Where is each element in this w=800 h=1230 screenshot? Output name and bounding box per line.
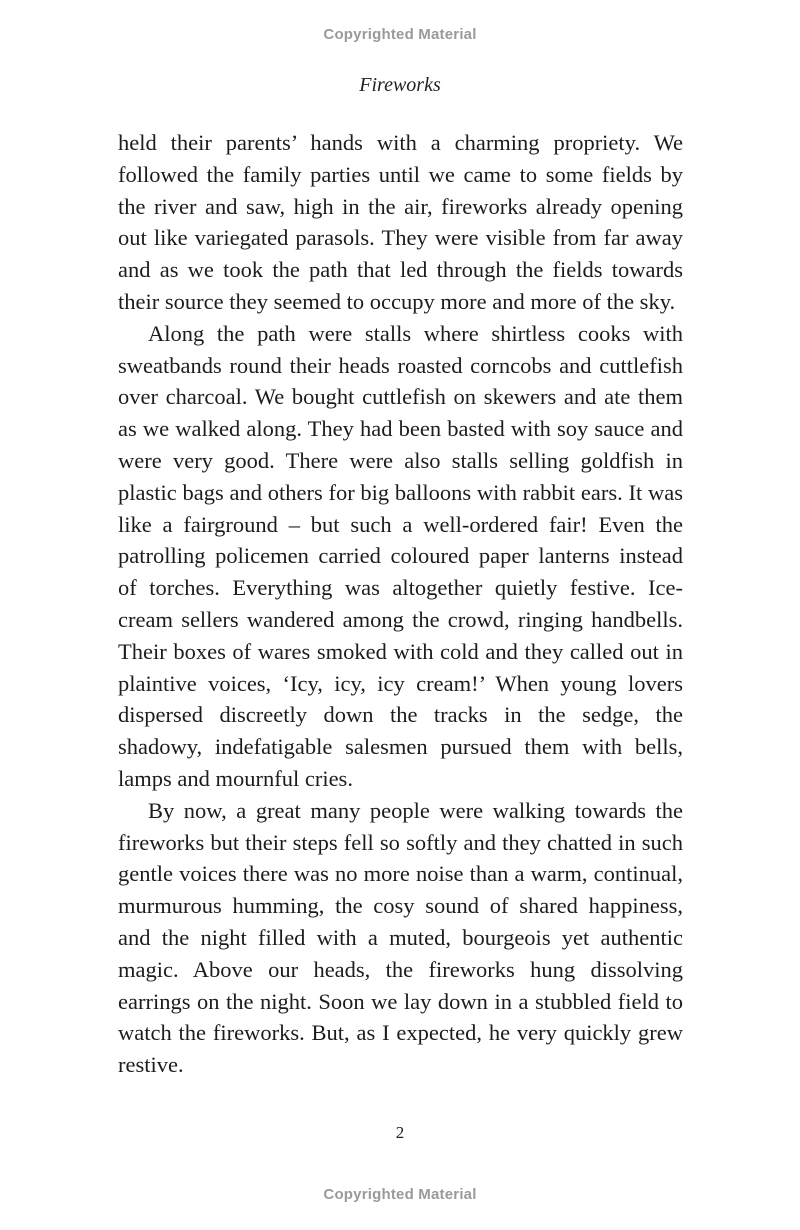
paragraph-1: held their parents’ hands with a charming propriety. We followed the family parties until we came to some fields by the river and saw, high in the air, fireworks already opening out like variegated parasols. They were visible from far away and as we took the path that led through the fields towards their source they seemed to occupy more and more of the sky.	[118, 130, 683, 314]
page-number: 2	[395, 1123, 405, 1142]
paragraph-3: By now, a great many people were walking towards the fireworks but their steps fell so softly and they chatted in such gentle voices there was no more noise than a warm, continual, murmurous humming, the cosy sound of shared happiness, and the night filled with a muted, bourgeois yet authentic magic. Above our heads, the fireworks hung dissolving earrings on the night. Soon we lay down in a stubbled field to watch the fireworks. But, as I expected, he very quickly grew restive.	[118, 797, 683, 1078]
body-text	[118, 127, 683, 1081]
copyright-watermark-top: Copyrighted Material	[323, 26, 477, 43]
paragraph-2: Along the path were stalls where shirtless cooks with sweatbands round their heads roasted corncobs and cuttlefish over charcoal. We bought cuttlefish on skewers and ate them as we walked along. They had been basted with soy sauce and were very good. There were also stalls selling goldfish in plastic bags and others for big balloons with rabbit ears. It was like a fairground – but such a well-ordered fair! Even the patrolling policemen carried coloured paper lanterns instead of torches. Everything was altogether quietly festive. Ice-cream sellers wandered among the crowd, ringing handbells. Their boxes of wares smoked with cold and they called out in plaintive voices, ‘Icy, icy, icy cream!’ When young lovers dispersed discreetly down the tracks in the sedge, the shadowy, indefatigable salesmen pursued them with bells, lamps and mournful cries.	[118, 320, 683, 791]
running-head-title: Fireworks	[359, 74, 441, 96]
copyright-watermark-bottom: Copyrighted Material	[323, 1186, 477, 1203]
